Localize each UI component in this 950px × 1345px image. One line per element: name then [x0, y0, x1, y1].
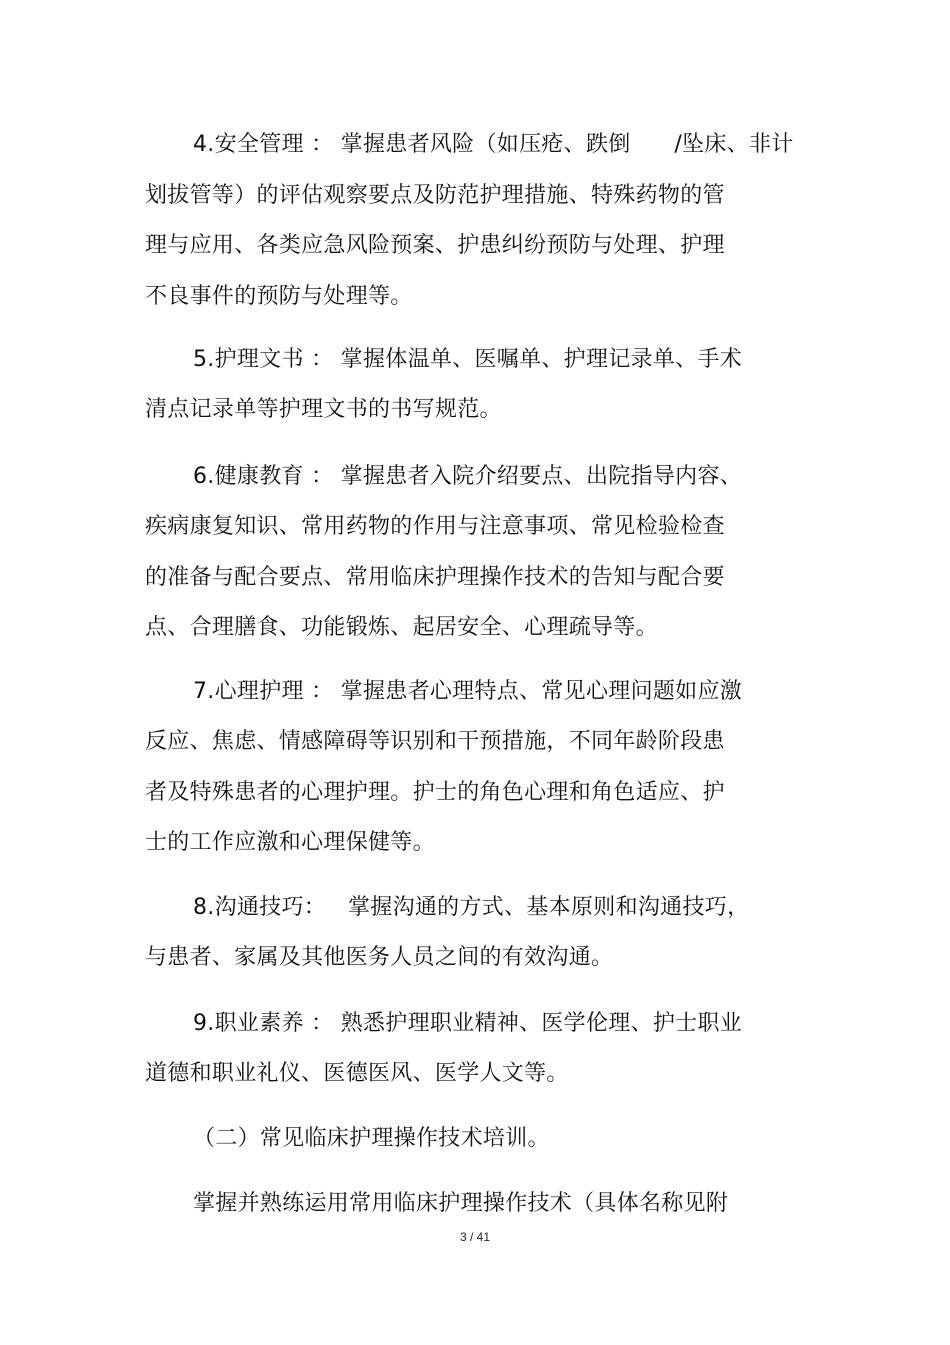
section-8-line-2: 与患者、家属及其他医务人员之间的有效沟通。	[145, 945, 614, 970]
section-9-line-2: 道德和职业礼仪、医德医风、医学人文等。	[145, 1061, 569, 1086]
section-6-line-2: 疾病康复知识、常用药物的作用与注意事项、常见检验检查	[145, 514, 725, 539]
section-8-line-1: 8.沟通技巧： 掌握沟通的方式、基本原则和沟通技巧，	[193, 895, 750, 920]
section-4-line-4: 不良事件的预防与处理等。	[145, 284, 413, 309]
section-4-line-3: 理与应用、各类应急风险预案、护患纠纷预防与处理、护理	[145, 233, 725, 258]
section-5-line-2: 清点记录单等护理文书的书写规范。	[145, 397, 502, 422]
section-7-line-4: 士的工作应激和心理保健等。	[145, 830, 435, 855]
section-6-line-4: 点、合理膳食、功能锻炼、起居安全、心理疏导等。	[145, 615, 658, 640]
section-5-line-1: 5.护理文书 ： 掌握体温单、医嘱单、护理记录单、手术	[193, 347, 743, 372]
section-6-line-1: 6.健康教育 ： 掌握患者入院介绍要点、出院指导内容、	[193, 464, 743, 489]
paragraph-last-line: 掌握并熟练运用常用临床护理操作技术（具体名称见附	[193, 1191, 729, 1216]
page-number: 3 / 41	[459, 1230, 491, 1244]
section-7-line-3: 者及特殊患者的心理护理。护士的角色心理和角色适应、护	[145, 780, 725, 805]
subheading-2: （二）常见临床护理操作技术培训。	[193, 1126, 550, 1151]
section-7-line-1: 7.心理护理 ： 掌握患者心理特点、常见心理问题如应激	[193, 679, 743, 704]
section-4-line-2: 划拔管等）的评估观察要点及防范护理措施、特殊药物的管	[145, 183, 725, 208]
section-9-line-1: 9.职业素养 ： 熟悉护理职业精神、医学伦理、护士职业	[193, 1011, 743, 1036]
section-7-line-2: 反应、焦虑、情感障碍等识别和干预措施，不同年龄阶段患	[145, 729, 725, 754]
section-4-line-1: 4.安全管理 ： 掌握患者风险（如压疮、跌倒 /坠床、非计	[193, 132, 794, 157]
section-6-line-3: 的准备与配合要点、常用临床护理操作技术的告知与配合要	[145, 565, 725, 590]
